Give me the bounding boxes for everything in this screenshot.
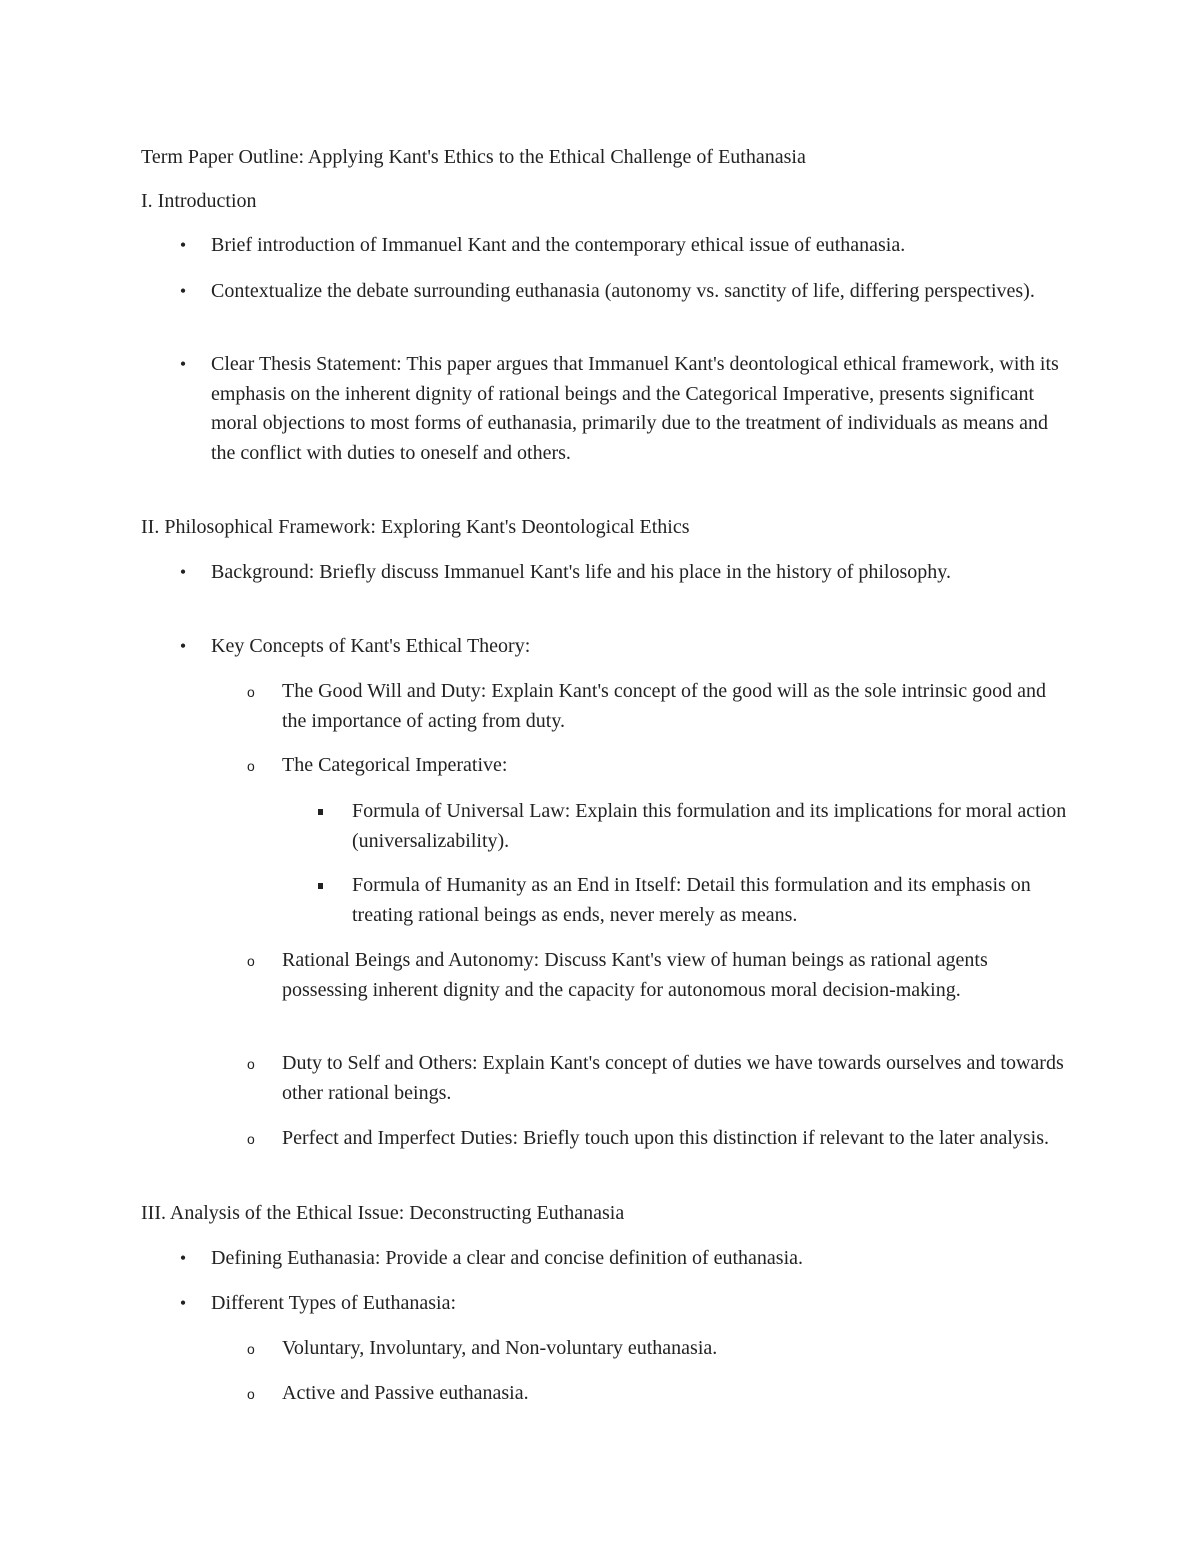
circle-bullet-icon: o (247, 953, 255, 969)
sub-sub-list-item (352, 797, 1072, 856)
bullet-icon: • (179, 636, 187, 656)
bullet-icon: • (179, 1293, 187, 1313)
sub-list-item (247, 946, 1072, 1005)
square-bullet-icon (318, 883, 323, 889)
bullet-icon: • (179, 354, 187, 374)
sub-sub-list-item (352, 871, 1072, 930)
section-heading-philosophical-framework: II. Philosophical Framework: Exploring Kant's Deontological Ethics (141, 516, 690, 538)
list-item (179, 558, 1071, 588)
sub-list-item-text: The Categorical Imperative: (282, 754, 508, 776)
bullet-icon: • (179, 281, 187, 301)
list-item-text: Background: Briefly discuss Immanuel Kant's life and his place in the history of philosophy. (211, 561, 951, 583)
bullet-icon: • (179, 562, 187, 582)
sub-list-item (247, 1334, 1072, 1364)
list-item-text: Different Types of Euthanasia: (211, 1292, 457, 1314)
list-item (179, 231, 1071, 261)
list-item-text: Contextualize the debate surrounding euthanasia (autonomy vs. sanctity of life, differing perspectives). (211, 280, 1035, 302)
bullet-icon: • (179, 1248, 187, 1268)
sub-sub-list-item-text: Formula of Humanity as an End in Itself: Detail this formulation and its emphasis on treating rational beings as ends, never merely as means. (352, 874, 1031, 926)
list-item-text: Key Concepts of Kant's Ethical Theory: (211, 635, 531, 657)
document-title: Term Paper Outline: Applying Kant's Ethics to the Ethical Challenge of Euthanasia (141, 146, 806, 168)
sub-list-item (247, 1124, 1072, 1154)
circle-bullet-icon: o (247, 758, 255, 774)
list-item-text: Brief introduction of Immanuel Kant and the contemporary ethical issue of euthanasia. (211, 234, 906, 256)
sub-list-item (247, 1379, 1072, 1409)
sub-list-item-text: Voluntary, Involuntary, and Non-voluntary euthanasia. (282, 1337, 718, 1359)
sub-list-item (247, 751, 1072, 781)
square-bullet-icon (318, 809, 323, 815)
sub-list-item (247, 677, 1072, 736)
circle-bullet-icon: o (247, 1056, 255, 1072)
list-item-text: Defining Euthanasia: Provide a clear and concise definition of euthanasia. (211, 1247, 804, 1269)
list-item (179, 1244, 1071, 1274)
sub-list-item-text: Rational Beings and Autonomy: Discuss Kant's view of human beings as rational agents possessing inherent dignity and the capacity for autonomous moral decision-making. (282, 949, 988, 1001)
sub-list-item-text: The Good Will and Duty: Explain Kant's concept of the good will as the sole intrinsic good and the importance of acting from duty. (282, 680, 1046, 732)
sub-list-item (247, 1049, 1072, 1108)
section-heading-analysis: III. Analysis of the Ethical Issue: Deconstructing Euthanasia (141, 1202, 625, 1224)
list-item (179, 277, 1071, 307)
list-item (179, 1289, 1071, 1319)
circle-bullet-icon: o (247, 1386, 255, 1402)
sub-list-item-text: Active and Passive euthanasia. (282, 1382, 529, 1404)
sub-list-item-text: Duty to Self and Others: Explain Kant's concept of duties we have towards ourselves and towards other rational beings. (282, 1052, 1064, 1104)
bullet-icon: • (179, 235, 187, 255)
list-item-text: Clear Thesis Statement: This paper argues that Immanuel Kant's deontological ethical framework, with its emphasis on the inherent dignity of rational beings and the Categorical Imperative, presents significant moral objections to most forms of euthanasia, primarily due to the treatment of individuals as means and the conflict with duties to oneself and others. (211, 353, 1059, 464)
circle-bullet-icon: o (247, 1131, 255, 1147)
sub-list-item-text: Perfect and Imperfect Duties: Briefly touch upon this distinction if relevant to the later analysis. (282, 1127, 1050, 1149)
section-heading-introduction: I. Introduction (141, 190, 257, 212)
list-item-thesis (179, 350, 1071, 468)
sub-sub-list-item-text: Formula of Universal Law: Explain this formulation and its implications for moral action (universalizability). (352, 800, 1067, 852)
list-item (179, 632, 1071, 662)
circle-bullet-icon: o (247, 684, 255, 700)
circle-bullet-icon: o (247, 1341, 255, 1357)
